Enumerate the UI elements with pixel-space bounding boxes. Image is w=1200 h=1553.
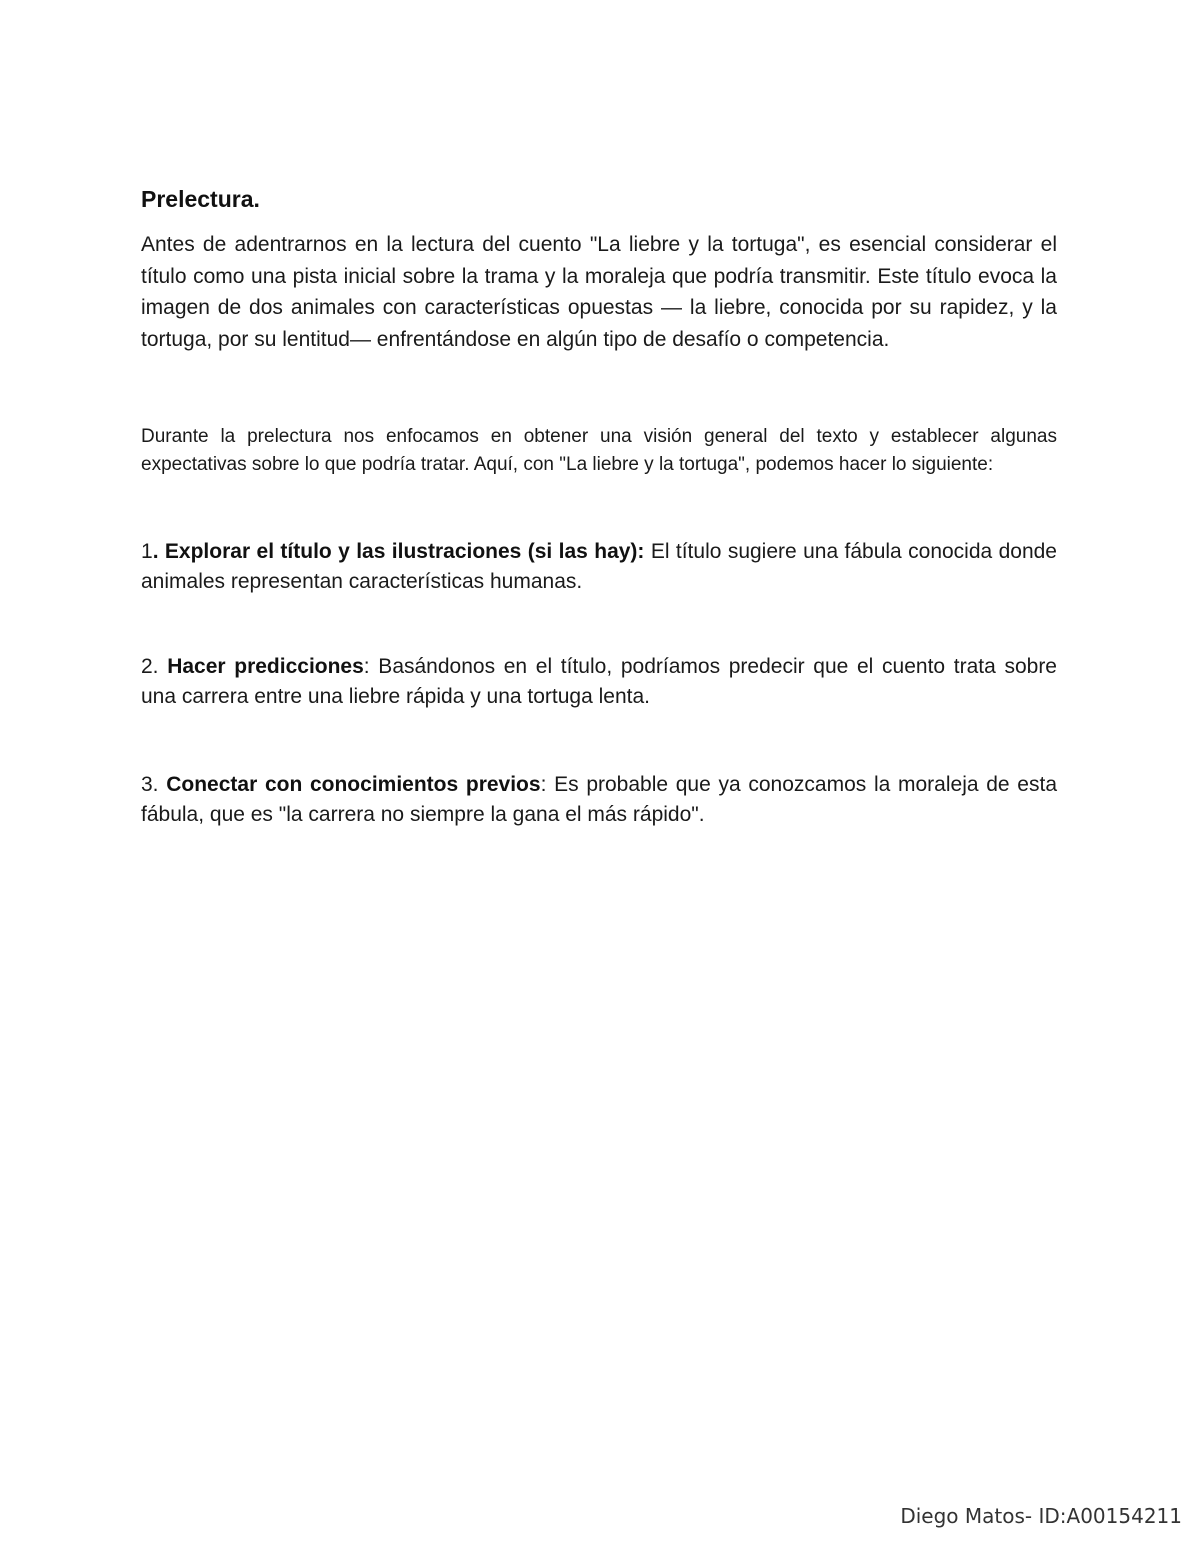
context-paragraph: Durante la prelectura nos enfocamos en obtener una visión general del texto y establecer algunas expectativas sobre lo que podría tratar. Aquí, con "La liebre y la tortuga", podemos hacer lo siguiente: [141, 426, 1057, 475]
intro-paragraph: Antes de adentrarnos en la lectura del cuento "La liebre y la tortuga", es esencial considerar el título como una pista inicial sobre la trama y la moraleja que podría transmitir. Este título evoca la imagen de dos animales con características opuestas — la liebre, conocida por su rapidez, y la tortuga, por su lentitud— enfrentándose en algún tipo de desafío o competencia. [141, 233, 1057, 351]
step-heading: Hacer predicciones [158, 655, 364, 678]
step-number: 3. [141, 773, 159, 796]
step-item-explore [141, 537, 1057, 597]
step-number: 1 [141, 540, 153, 563]
step-heading: . Explorar el título y las ilustraciones (si las hay): [152, 540, 645, 563]
page-title: Prelectura. [141, 186, 260, 212]
step-text: : Es probable que ya conozcamos la moraleja de esta fábula, que es "la carrera no siempre la gana el más rápido". [141, 773, 1057, 826]
step-item-predict [141, 652, 1057, 712]
step-number: 2. [141, 655, 159, 678]
step-heading: Conectar con conocimientos previos [158, 773, 541, 796]
step-text: : Basándonos en el título, podríamos predecir que el cuento trata sobre una carrera entre una liebre rápida y una tortuga lenta. [141, 655, 1057, 708]
step-item-connect [141, 770, 1057, 830]
document-body [141, 183, 1057, 830]
step-text: El título sugiere una fábula conocida donde animales representan características humanas. [141, 540, 1057, 593]
footer-author: Diego Matos- ID:A00154211 [900, 1504, 1182, 1528]
